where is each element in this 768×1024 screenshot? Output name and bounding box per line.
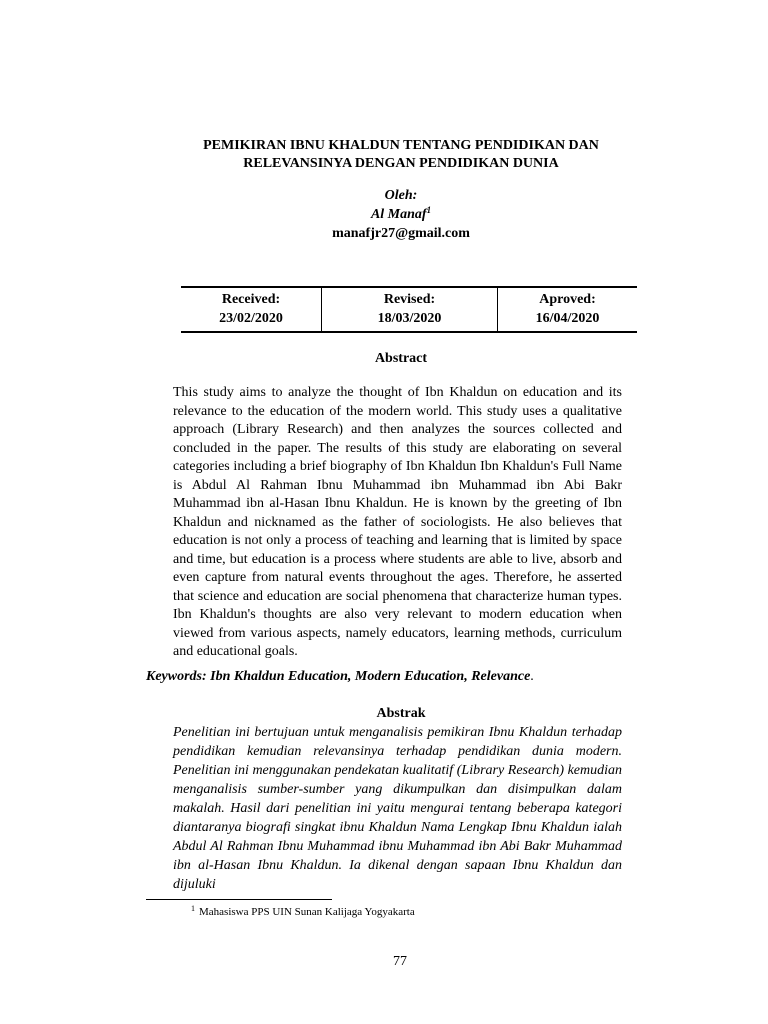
abstrak-heading: Abstrak bbox=[376, 706, 426, 721]
footnote-separator bbox=[146, 899, 332, 900]
received-label: Received: bbox=[221, 292, 281, 307]
paper-title-line-2: RELEVANSINYA DENGAN PENDIDIKAN DUNIA bbox=[243, 156, 559, 171]
aproved-label: Aproved: bbox=[539, 292, 596, 307]
footnote bbox=[191, 906, 415, 918]
author-email: manafjr27@gmail.com bbox=[332, 226, 470, 241]
received-date: 23/02/2020 bbox=[219, 311, 283, 326]
revised-cell bbox=[321, 288, 497, 331]
paper-title bbox=[170, 137, 632, 173]
aproved-date: 16/04/2020 bbox=[535, 311, 600, 326]
abstract-heading: Abstract bbox=[374, 351, 428, 366]
footnote-mark: 1 bbox=[191, 904, 195, 913]
revised-date: 18/03/2020 bbox=[377, 311, 442, 326]
abstrak-indonesian-body: Penelitian ini bertujuan untuk menganalisis pemikiran Ibnu Khaldun terhadap pendidikan kemudian relevansinya terhadap pendidikan dunia modern. Penelitian ini menggunakan pendekatan kualitatif (Library Research) kemudian menganalisis sumber-sumber yang dikumpulkan dan disimpulkan dalam makalah. Hasil dari penelitian ini yaitu mengurai tentang beberapa kategori diantaranya biografi singkat ibnu Khaldun Nama Lengkap Ibnu Khaldun ialah Abdul Al Rahman Ibnu Muhammad ibnu Muhammad ibn Abi Bakr Muhammad ibn al-Hasan Ibnu Khaldun. Ia dikenal dengan sapaan Ibnu Khaldun dan dijuluki bbox=[173, 725, 622, 892]
keywords-period: . bbox=[530, 669, 534, 684]
author-footnote-mark: 1 bbox=[426, 205, 432, 215]
keywords-line bbox=[146, 669, 534, 685]
paper-title-line-1: PEMIKIRAN IBNU KHALDUN TENTANG PENDIDIKAN DAN bbox=[203, 138, 599, 153]
received-cell bbox=[181, 288, 321, 331]
aproved-cell bbox=[497, 288, 637, 331]
byline-oleh: Oleh: bbox=[384, 188, 418, 203]
abstract-english-body: This study aims to analyze the thought of Ibn Khaldun on education and its relevance to the education of the modern world. This study uses a qualitative approach (Library Research) and then analyzes the sources collected and concluded in the paper. The results of this study are elaborating on several categories including a brief biography of Ibn Khaldun Ibn Khaldun's Full Name is Abdul Al Rahman Ibnu Muhammad ibn Muhammad ibn Abi Bakr Muhammad ibn al-Hasan Ibnu Khaldun. He is known by the greeting of Ibn Khaldun and nicknamed as the father of sociologists. He also believes that education is not only a process of teaching and learning that is limited by space and time, but education is a process where students are able to live, absorb and even capture from natural events throughout the ages. Therefore, he asserted that science and education are social phenomena that characterize human types. Ibn Khaldun's thoughts are also very relevant to modern education when viewed from various aspects, namely educators, learning methods, curriculum and educational goals. bbox=[173, 385, 622, 659]
keywords-label: Keywords: bbox=[146, 669, 207, 684]
submission-dates-table bbox=[181, 286, 637, 333]
author-name bbox=[170, 205, 632, 224]
byline bbox=[170, 186, 632, 243]
author-name-text: Al Manaf bbox=[370, 207, 427, 222]
page-number: 77 bbox=[393, 954, 407, 969]
footnote-text: Mahasiswa PPS UIN Sunan Kalijaga Yogyakarta bbox=[199, 906, 415, 918]
keywords-text: Ibn Khaldun Education, Modern Education, Relevance bbox=[210, 669, 531, 684]
revised-label: Revised: bbox=[383, 292, 436, 307]
